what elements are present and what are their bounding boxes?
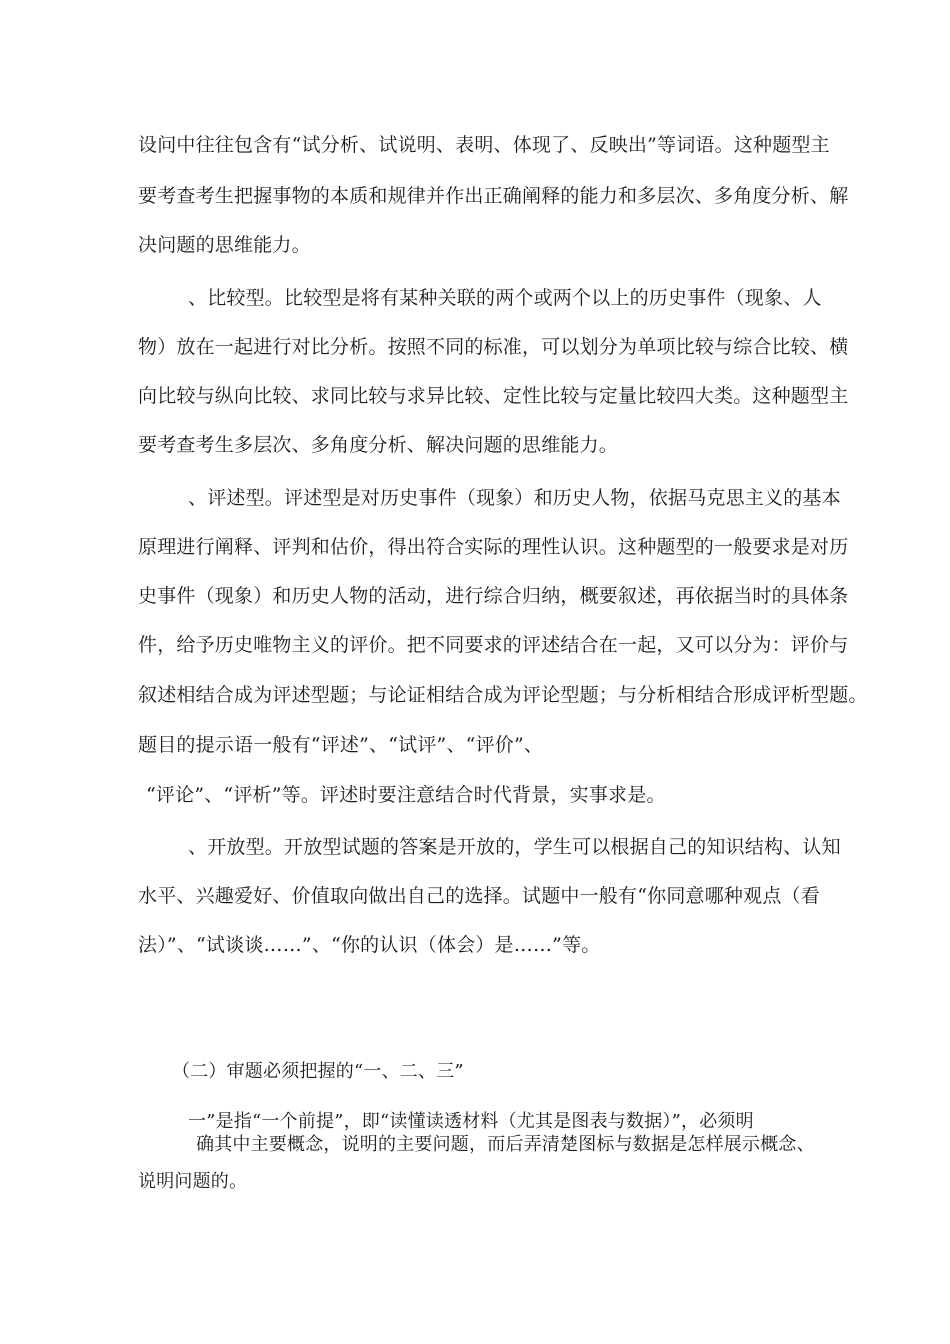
text-line-4: 、比较型。比较型是将有某种关联的两个或两个以上的历史事件（现象、人 — [188, 287, 822, 309]
text-line-7: 要考查考生多层次、多角度分析、解决问题的思维能力。 — [138, 434, 619, 456]
text-line-21: 说明问题的。 — [138, 1171, 248, 1192]
text-line-3: 决问题的思维能力。 — [138, 234, 311, 256]
section-heading: （二）审题必须把握的“一、二、三” — [172, 1061, 464, 1082]
text-line-10: 史事件（现象）和历史人物的活动，进行综合归纳，概要叙述，再依据当时的具体条 — [138, 585, 849, 607]
text-line-1: 设问中往往包含有“试分析、试说明、表明、体现了、反映出”等词语。这种题型主 — [138, 134, 830, 156]
text-line-6: 向比较与纵向比较、求同比较与求异比较、定性比较与定量比较四大类。这种题型主 — [138, 385, 849, 407]
text-line-17: 法）”、“试谈谈……”、“你的认识（体会）是……”等。 — [138, 934, 601, 956]
text-line-19: 一”是指“一个前提”，即“读懂读透材料（尤其是图表与数据）”，必须明 — [188, 1111, 754, 1132]
text-line-13: 题目的提示语一般有“评述”、“试评”、“评价”、 — [138, 734, 544, 756]
text-line-11: 件，给予历史唯物主义的评价。把不同要求的评述结合在一起，又可以分为：评价与 — [138, 634, 849, 656]
text-line-5: 物）放在一起进行对比分析。按照不同的标准，可以划分为单项比较与综合比较、横 — [138, 336, 849, 358]
text-line-2: 要考查考生把握事物的本质和规律并作出正确阐释的能力和多层次、多角度分析、解 — [138, 185, 849, 207]
text-line-9: 原理进行阐释、评判和估价，得出符合实际的理性认识。这种题型的一般要求是对历 — [138, 536, 849, 558]
text-line-14: “评论”、“评析”等。评述时要注意结合时代背景，实事求是。 — [146, 784, 666, 806]
text-line-8: 、评述型。评述型是对历史事件（现象）和历史人物，依据马克思主义的基本 — [188, 487, 841, 509]
text-line-15: 、开放型。开放型试题的答案是开放的，学生可以根据自己的知识结构、认知 — [188, 836, 841, 858]
text-line-20: 确其中主要概念，说明的主要问题，而后弄清楚图标与数据是怎样展示概念、 — [196, 1134, 815, 1155]
text-line-12: 叙述相结合成为评述型题；与论证相结合成为评论型题；与分析相结合形成评析型题。 — [138, 684, 868, 706]
text-line-16: 水平、兴趣爱好、价值取向做出自己的选择。试题中一般有“你同意哪种观点（看 — [138, 885, 820, 907]
